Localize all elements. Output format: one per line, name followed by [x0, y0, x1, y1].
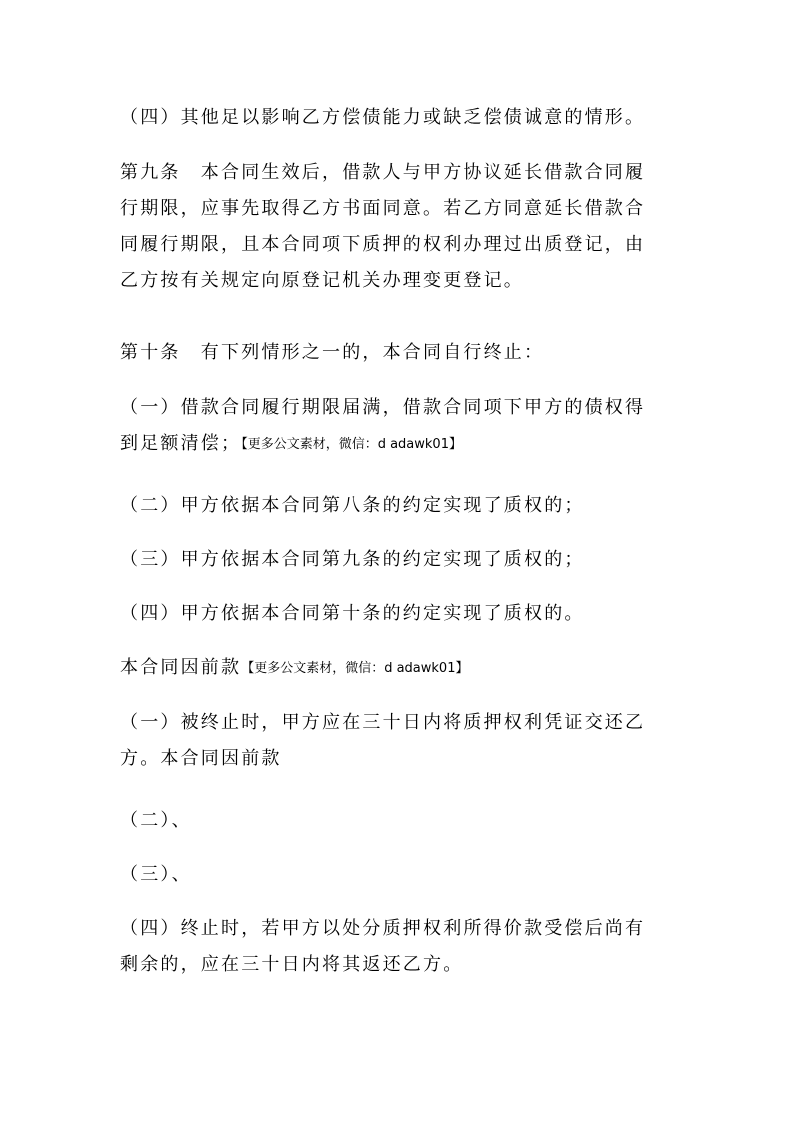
paragraph-termination-item-2 [120, 803, 680, 839]
text-line: （一）借款合同履行期限届满，借款合同项下甲方的债权得 [120, 397, 646, 418]
paragraph-article-10 [120, 335, 680, 371]
paragraph-clause-8-item-4 [120, 100, 680, 136]
text-line: （四）甲方依据本合同第十条的约定实现了质权的。 [120, 603, 585, 624]
paragraph-article-10-item-3 [120, 542, 680, 578]
paragraph-article-10-item-4 [120, 596, 680, 632]
paragraph-article-10-item-1 [120, 390, 680, 462]
watermark-note: 【更多公文素材，微信：d adawk01】 [241, 437, 462, 452]
text-line: 乙方按有关规定向原登记机关办理变更登记。 [120, 270, 524, 291]
paragraph-termination-item-1 [120, 705, 680, 777]
text-line: （三）甲方依据本合同第九条的约定实现了质权的； [120, 549, 585, 570]
text-line: （三）、 [120, 864, 192, 885]
text-line: 方。本合同因前款 [120, 748, 282, 769]
text-line [120, 426, 680, 462]
paragraph-article-10-item-2 [120, 488, 680, 524]
text-fragment: 本合同因前款 [120, 657, 242, 678]
paragraph-termination-item-4 [120, 911, 680, 983]
paragraph-article-9 [120, 155, 680, 299]
text-line [120, 650, 680, 686]
watermark-note: 【更多公文素材，微信：d adawk01】 [241, 661, 469, 676]
text-line: 同履行期限，且本合同项下质押的权利办理过出质登记，由 [120, 234, 646, 255]
text-fragment: 到足额清偿； [120, 433, 242, 454]
text-line: （二）、 [120, 810, 192, 831]
text-line: （四）终止时，若甲方以处分质押权利所得价款受偿后尚有 [120, 918, 646, 939]
text-line: （四）其他足以影响乙方偿债能力或缺乏偿债诚意的情形。 [120, 107, 646, 128]
text-line: 第九条 本合同生效后，借款人与甲方协议延长借款合同履 [120, 162, 646, 183]
text-line: 行期限，应事先取得乙方书面同意。若乙方同意延长借款合 [120, 198, 646, 219]
text-line: 剩余的，应在三十日内将其返还乙方。 [120, 954, 464, 975]
text-line: （一）被终止时，甲方应在三十日内将质押权利凭证交还乙 [120, 712, 646, 733]
text-line: 第十条 有下列情形之一的，本合同自行终止： [120, 342, 545, 363]
paragraph-termination-item-3 [120, 857, 680, 893]
paragraph-termination-intro [120, 650, 680, 686]
text-line: （二）甲方依据本合同第八条的约定实现了质权的； [120, 495, 585, 516]
